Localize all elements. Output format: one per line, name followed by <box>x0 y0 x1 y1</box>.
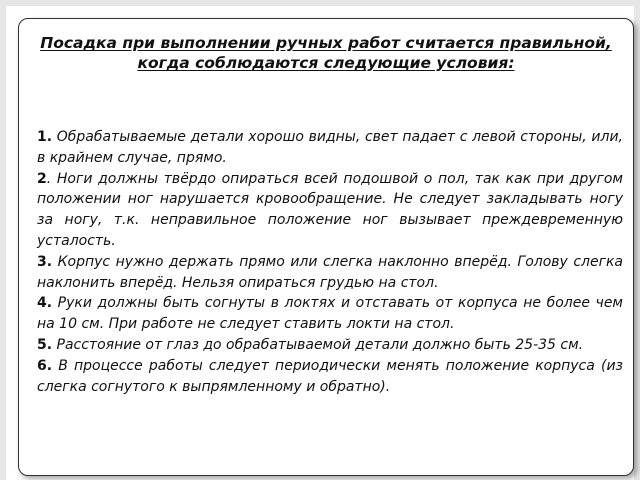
condition-number: 2 <box>37 170 47 187</box>
condition-text: Обрабатываемые детали хорошо видны, свет падает с левой стороны, или, в крайнем случае, прямо. <box>37 129 623 166</box>
condition-text: Руки должны быть согнуты в локтях и отставать от корпуса не более чем на 10 см. При работе не следует ставить локти на стол. <box>37 295 623 333</box>
condition-item-5 <box>37 335 623 356</box>
slide-title: Посадка при выполнении ручных работ считается правильной, когда соблюдаются следующие условия: <box>40 34 612 72</box>
content-panel <box>18 18 634 476</box>
condition-number: 3. <box>37 253 53 270</box>
condition-number: 6. <box>37 357 53 374</box>
condition-item-1 <box>37 127 623 169</box>
condition-number: 1. <box>37 129 53 145</box>
condition-item-4 <box>37 293 623 335</box>
condition-text: Расстояние от глаз до обрабатываемой детали должно быть 25-35 см. <box>52 336 584 353</box>
condition-item-2 <box>37 169 623 252</box>
condition-text: В процессе работы следует периодически менять положение корпуса (из слегка согнутого к выпрямленному и обратно). <box>37 357 623 395</box>
condition-number: 5. <box>37 336 53 353</box>
conditions-list <box>37 127 623 397</box>
condition-text: . Ноги должны твёрдо опираться всей подошвой о пол, так как при другом положении ног нарушается кровообращение. Не следует закладывать ногу за ногу, т.к. неправильное положение ног вызывает преждевременную усталость. <box>37 170 623 249</box>
condition-item-6 <box>37 356 623 398</box>
condition-number: 4. <box>37 295 53 312</box>
condition-text: Корпус нужно держать прямо или слегка наклонно вперёд. Голову слегка наклонить вперёд. Нельзя опираться грудью на стол. <box>37 253 623 291</box>
condition-item-3 <box>37 252 623 294</box>
